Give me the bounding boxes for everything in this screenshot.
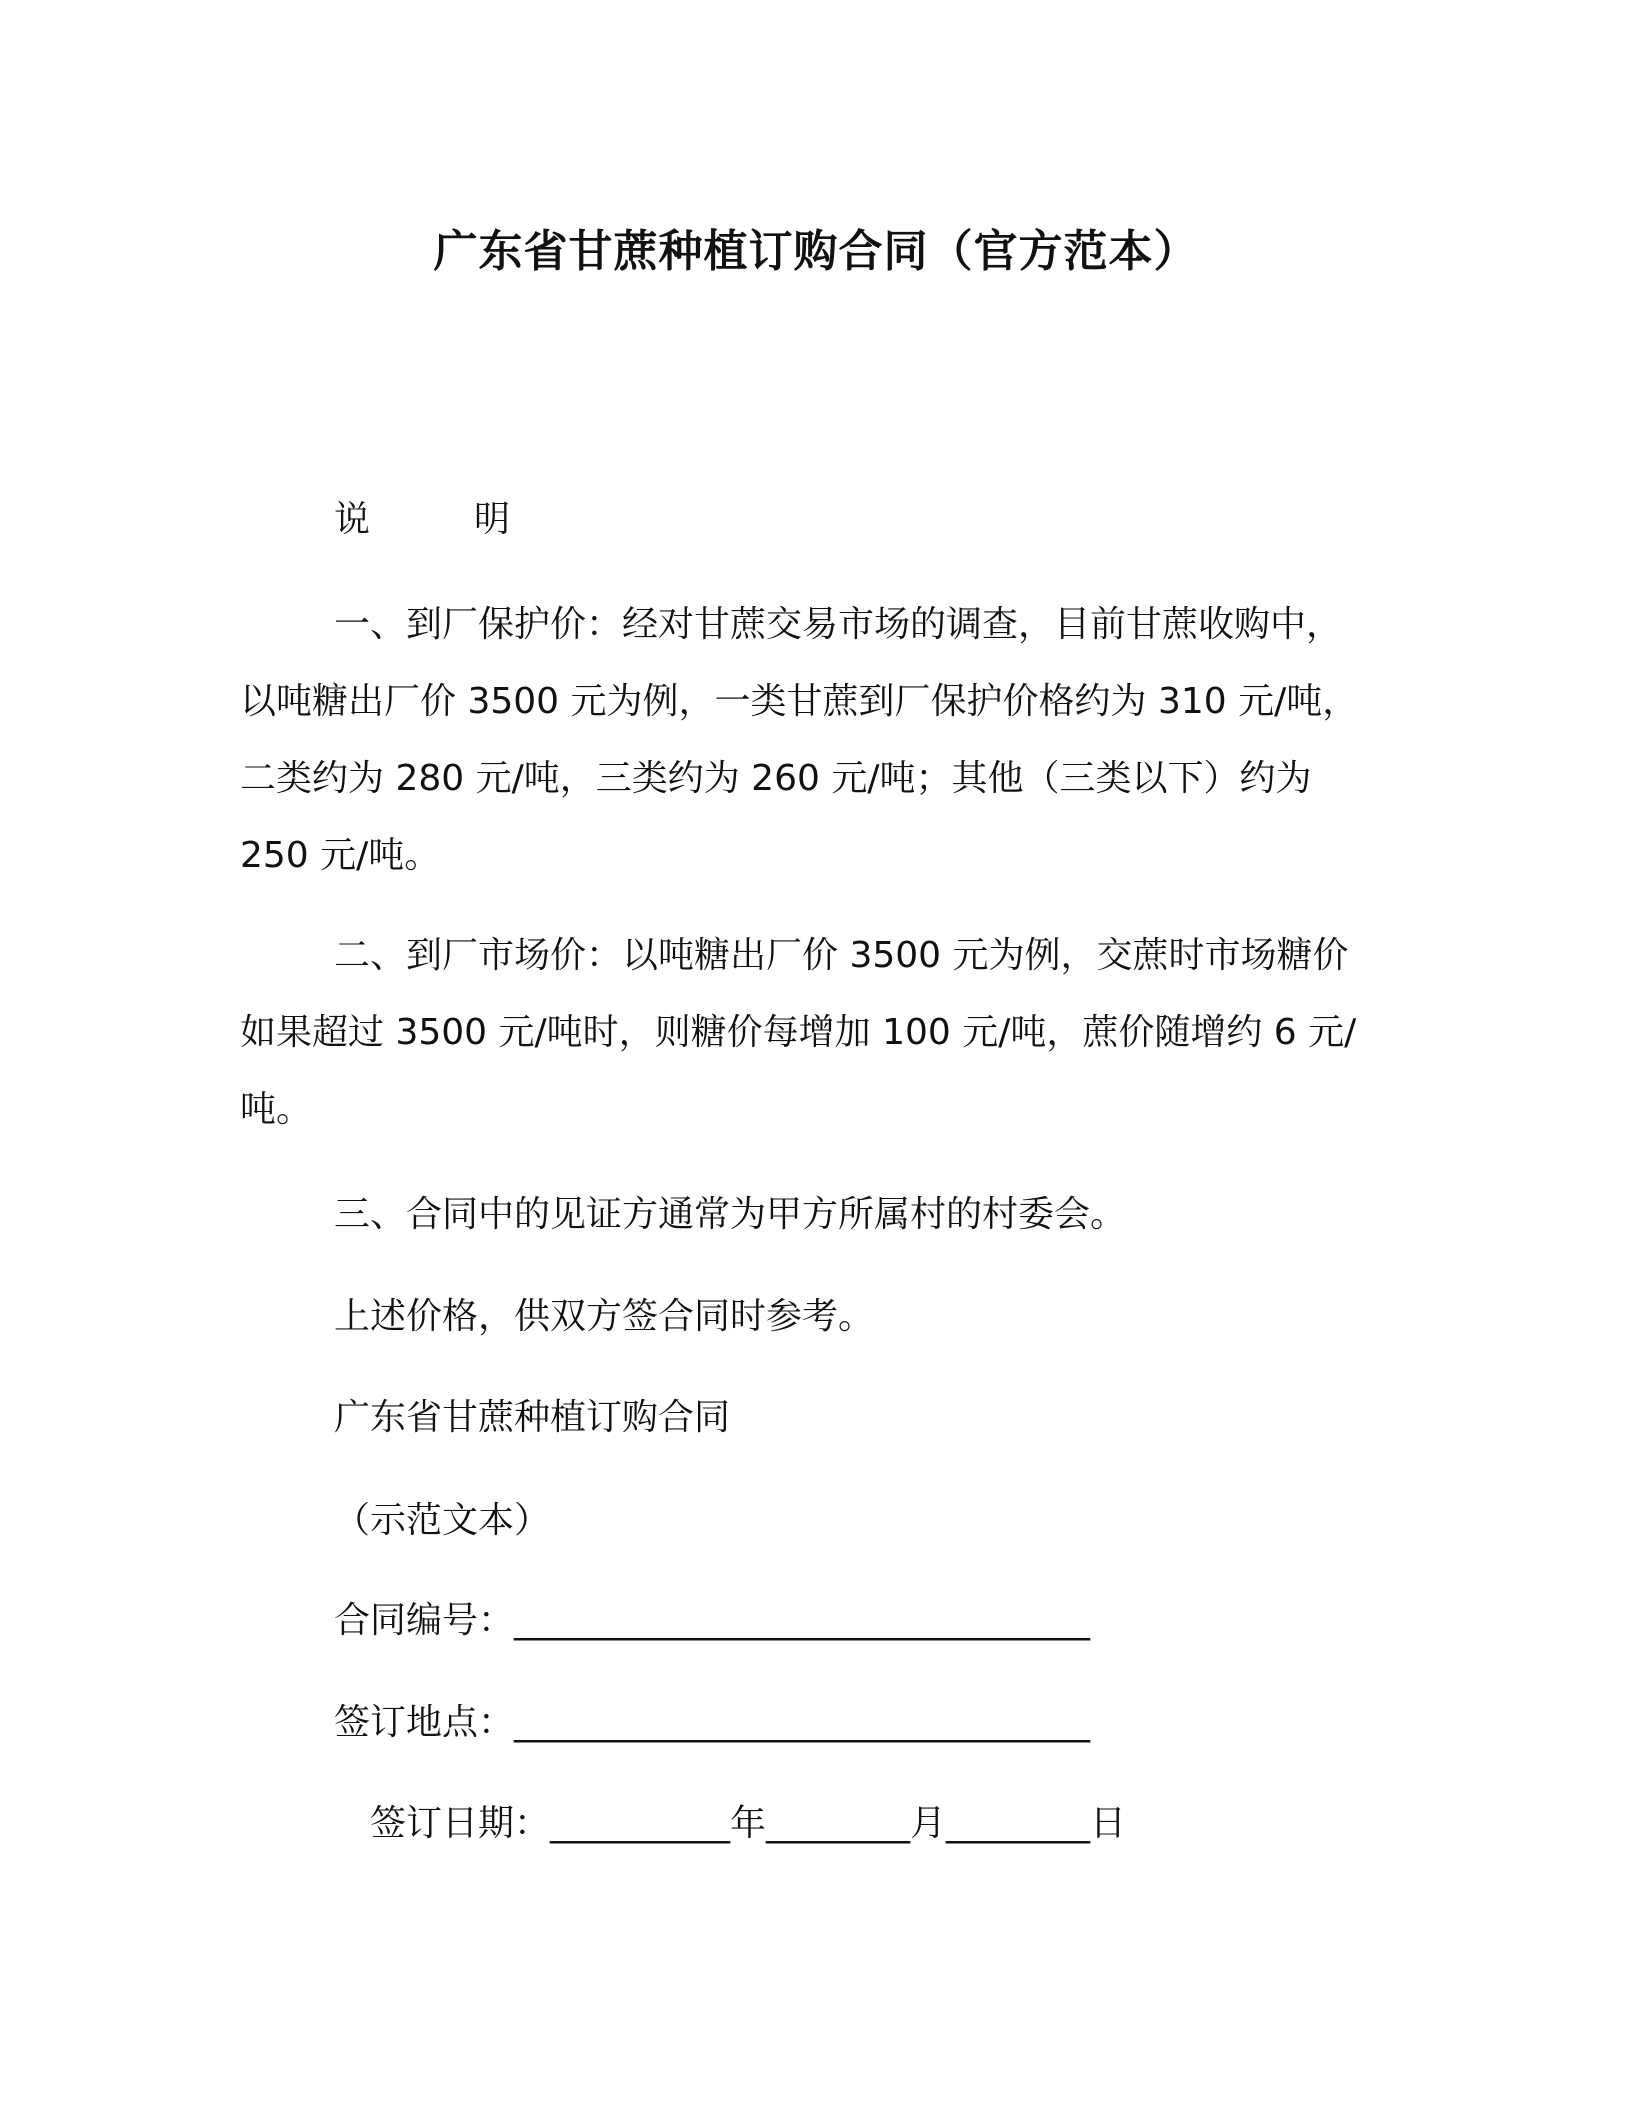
contract-name: 广东省甘蔗种植订购合同 [334,1397,731,1438]
paragraph-protection-price: 一、到厂保护价：经对甘蔗交易市场的调查，目前甘蔗收购中，以吨糖出厂价 3500 元为例，一类甘蔗到厂保护价格约为 310 元/吨，二类约为 280 元/吨，三类约为 260 元/吨；其他（三类以下）约为 250 元/吨。 [240,604,1359,876]
signing-date-field: 签订日期：__________年________月________日 [370,1803,1127,1844]
reference-note: 上述价格，供双方签合同时参考。 [334,1296,875,1337]
contract-number-field: 合同编号：________________________________ [334,1600,1091,1641]
sample-text-label: （示范文本） [334,1500,551,1541]
explanation-heading [334,496,510,544]
document-title: 广东省甘蔗种植订购合同（官方范本） [433,226,1199,277]
paragraph-market-price: 二、到厂市场价：以吨糖出厂价 3500 元为例，交蔗时市场糖价如果超过 3500 元/吨时，则糖价每增加 100 元/吨，蔗价随增约 6 元/吨。 [240,935,1357,1130]
explanation-heading-right: 明 [474,499,511,540]
paragraph-witness: 三、合同中的见证方通常为甲方所属村的村委会。 [334,1194,1127,1235]
signing-place-field: 签订地点：________________________________ [334,1702,1091,1743]
explanation-heading-left: 说 [334,499,371,540]
